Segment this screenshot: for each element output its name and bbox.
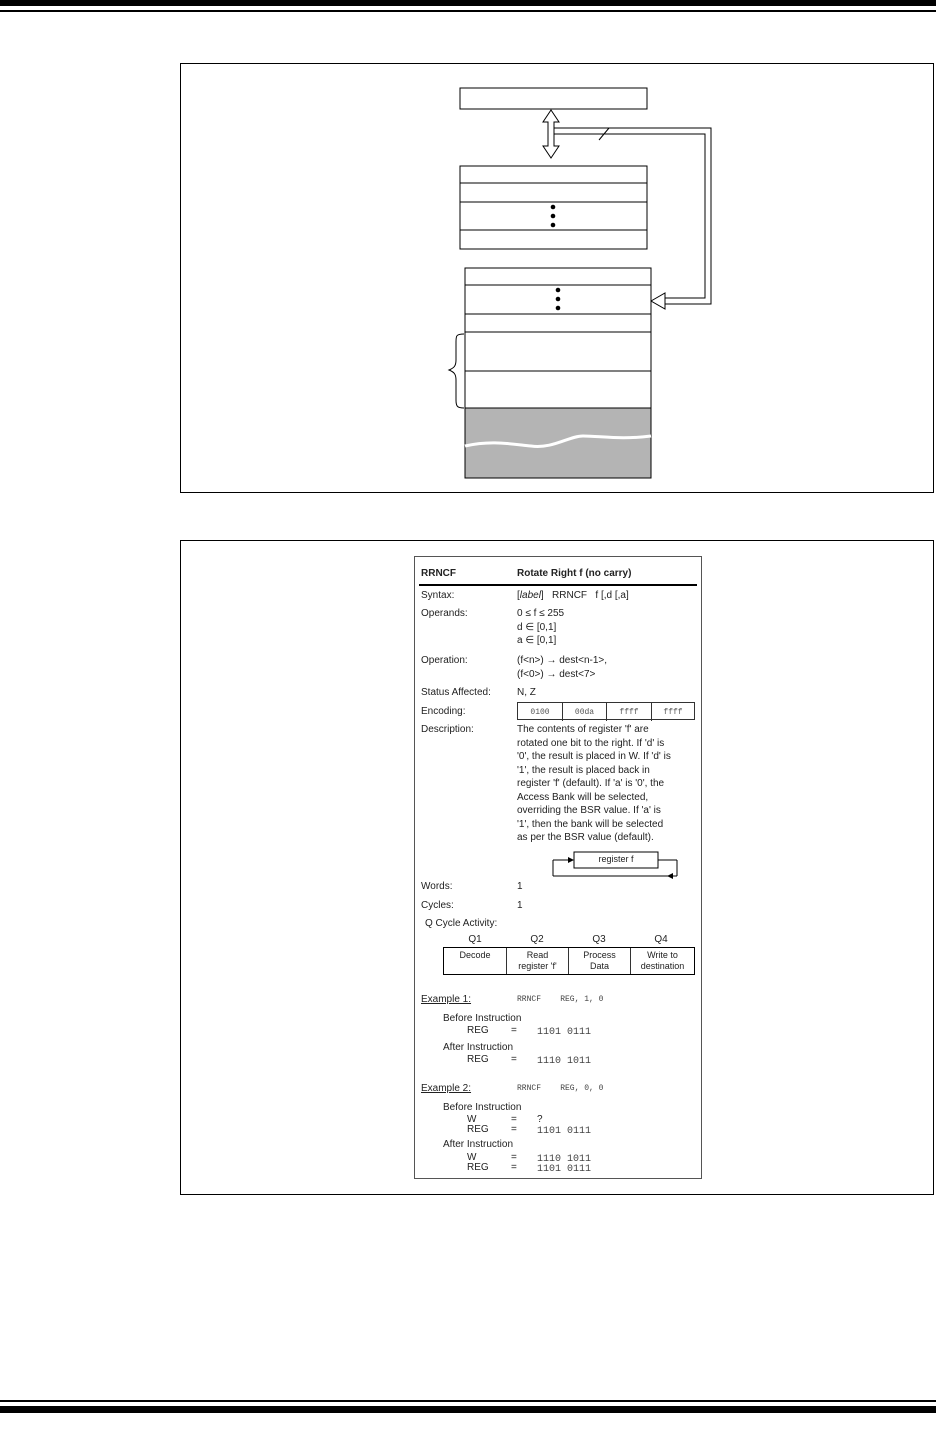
example2-before-value: ?	[537, 1114, 543, 1125]
example2-after-value: 1101 0111	[537, 1164, 592, 1175]
example1-before: Before Instruction	[443, 1013, 522, 1024]
description-line: '1', then the bank will be selected	[517, 818, 664, 830]
ellipsis-dot	[556, 306, 561, 311]
operand-line: a ∈ [0,1]	[517, 635, 557, 646]
example2-after-eq: =	[511, 1152, 517, 1163]
header-rule-thick	[0, 0, 936, 6]
example2-after-eq: =	[511, 1162, 517, 1173]
q-cell-line: Decode	[459, 950, 491, 960]
operation-value	[517, 654, 607, 681]
q-activity-label: Q Cycle Activity:	[425, 918, 498, 929]
example1-before-value: 1101 0111	[537, 1027, 592, 1038]
words-label: Words:	[421, 881, 453, 892]
example2-before-name: W	[467, 1114, 477, 1125]
memory-diagram-frame	[180, 63, 934, 493]
syntax-label-italic: label	[519, 590, 541, 601]
example2-after-name: W	[467, 1152, 477, 1163]
ellipsis-dot	[556, 297, 561, 302]
example2-after: After Instruction	[443, 1139, 514, 1150]
example2-code: RRNCF REG, 0, 0	[517, 1084, 604, 1093]
description-line: '0', the result is placed in W. If 'd' is	[517, 751, 671, 762]
operation-line: (f<0>) → dest<7>	[517, 668, 596, 680]
q-cell-write	[631, 948, 694, 974]
ellipsis-dot	[551, 223, 556, 228]
example1-after-eq: =	[511, 1054, 517, 1065]
description-text	[517, 723, 699, 845]
operand-line: 0 ≤ f ≤ 255	[517, 608, 565, 619]
example2-before-value: 1101 0111	[537, 1126, 592, 1137]
status-value: N, Z	[517, 687, 536, 698]
example2-label: Example 2:	[421, 1083, 472, 1094]
example1-before-eq: =	[511, 1025, 517, 1036]
cycles-label: Cycles:	[421, 900, 454, 911]
ellipsis-dot	[551, 214, 556, 219]
q-cell-line: destination	[640, 961, 685, 971]
bus-arrow-head	[651, 293, 665, 309]
syntax-label: Syntax:	[421, 590, 455, 601]
q-cell-process	[569, 948, 631, 974]
encoding-cell: 0100	[518, 703, 563, 721]
example2-after-name: REG	[467, 1162, 489, 1173]
q-cell-line: Write to	[647, 950, 678, 960]
syntax-value	[517, 589, 629, 603]
example1-after-value: 1110 1011	[537, 1056, 592, 1067]
q-header: Q4	[654, 934, 668, 945]
description-line: register 'f' (default). If 'a' is '0', the	[517, 778, 665, 789]
q-cell-read	[507, 948, 569, 974]
description-label: Description:	[421, 724, 474, 735]
syntax-args: f [,d [,a]	[595, 590, 629, 601]
description-line: as per the BSR value (default).	[517, 832, 654, 843]
encoding-label: Encoding:	[421, 706, 466, 717]
footer-rule-thick	[0, 1406, 936, 1413]
encoding-table	[517, 702, 695, 720]
q-cell-line: Data	[589, 961, 609, 971]
example2-before-eq: =	[511, 1114, 517, 1125]
example2-before-eq: =	[511, 1124, 517, 1135]
operands-value	[517, 607, 564, 648]
status-label: Status Affected:	[421, 687, 491, 698]
operation-label: Operation:	[421, 655, 468, 666]
header-rule-thin	[0, 10, 936, 12]
rotate-arrow-head	[667, 873, 673, 879]
register-f-label: register f	[598, 854, 634, 864]
example2-before-name: REG	[467, 1124, 489, 1135]
memory-diagram	[181, 64, 935, 494]
encoding-cell: ffff	[663, 707, 683, 717]
encoding-cell: ffff	[607, 703, 652, 721]
description-line: Access Bank will be selected,	[517, 791, 649, 803]
q-header: Q1	[468, 934, 482, 945]
example1-after: After Instruction	[443, 1042, 514, 1053]
instruction-card	[414, 556, 702, 1179]
encoding-cell: 00da	[563, 703, 607, 721]
cycles-value: 1	[517, 900, 523, 911]
top-register-box	[460, 88, 647, 109]
operation-line: (f<n>) → dest<n-1>,	[517, 655, 608, 666]
words-value: 1	[517, 881, 523, 892]
ellipsis-dot	[551, 205, 556, 210]
operand-line: d ∈ [0,1]	[517, 621, 557, 633]
operands-label: Operands:	[421, 608, 468, 619]
header-divider	[419, 584, 697, 586]
instruction-mnemonic: RRNCF	[421, 568, 456, 579]
syntax-label-post: ]	[540, 590, 544, 601]
syntax-op: RRNCF	[552, 590, 588, 601]
footer-rule-thin	[0, 1400, 936, 1402]
example1-before-row	[467, 1025, 489, 1036]
description-line: rotated one bit to the right. If 'd' is	[517, 737, 665, 749]
example1-code: RRNCF REG, 1, 0	[517, 995, 604, 1004]
description-line: The contents of register 'f' are	[517, 724, 649, 735]
example1-after-row: REG	[467, 1054, 489, 1065]
q-cell-line: Read	[526, 950, 549, 960]
instruction-title: Rotate Right f (no carry)	[517, 568, 632, 579]
q-header: Q3	[592, 934, 606, 945]
range-brace	[449, 334, 464, 408]
reg-name: REG	[467, 1025, 489, 1036]
q-header: Q2	[530, 934, 544, 945]
description-line: overriding the BSR value. If 'a' is	[517, 805, 661, 816]
syntax-label-pre: [	[517, 590, 520, 601]
example2-after-value: 1110 1011	[537, 1154, 592, 1165]
q-cycle-table	[443, 947, 695, 975]
q-cell-line: register 'f'	[518, 961, 557, 971]
ellipsis-dot	[556, 288, 561, 293]
description-line: '1', the result is placed back in	[517, 764, 650, 776]
q-cell-line: Process	[583, 950, 616, 960]
q-cell-decode	[444, 948, 507, 974]
example1-label: Example 1:	[421, 994, 472, 1005]
example2-before: Before Instruction	[443, 1102, 522, 1113]
